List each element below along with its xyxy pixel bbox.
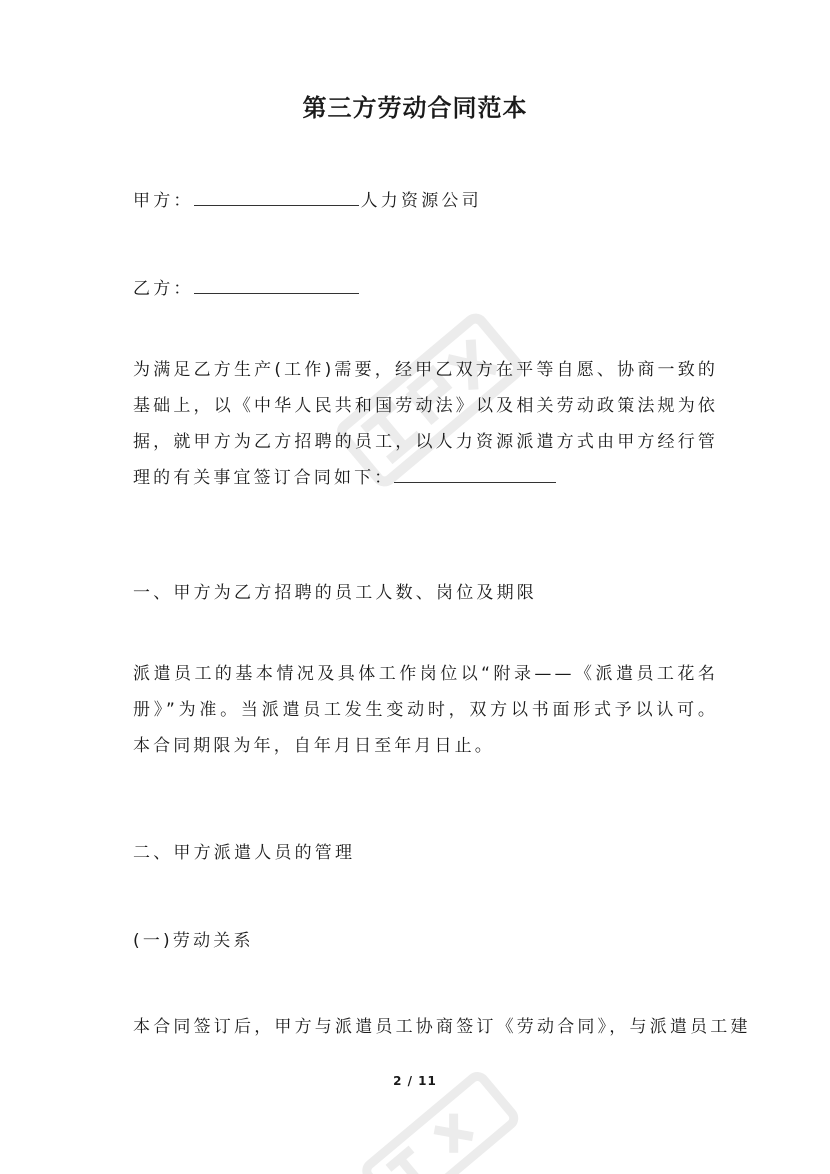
document-title: 第三方劳动合同范本 [302,94,528,122]
party-b-line [133,274,361,299]
subsection1-paragraph: 本合同签订后，甲方与派遣员工协商签订《劳动合同》，与派遣员工建 [133,1017,751,1037]
party-b-label: 乙方： [133,279,194,299]
party-a-blank [194,187,359,206]
subsection1-heading: (一)劳动关系 [133,931,254,951]
party-b-blank [194,275,359,294]
section2-heading: 二、甲方派遣人员的管理 [133,843,356,863]
party-a-line [133,186,482,211]
intro-blank [394,464,556,483]
intro-paragraph [133,352,718,496]
intro-text: 为满足乙方生产(工作)需要，经甲乙双方在平等自愿、协商一致的基础上，以《中华人民共和国劳动法》以及相关劳动政策法规为依据，就甲方为乙方招聘的员工，以人力资源派遣方式由甲方经行管理的有关事宜签订合同如下： [133,360,718,488]
section1-heading: 一、甲方为乙方招聘的员工人数、岗位及期限 [133,583,537,603]
party-a-suffix: 人力资源公司 [360,191,482,211]
page-number: 2 / 11 [393,1074,437,1088]
party-a-label: 甲方： [133,191,194,211]
section1-paragraph: 派遣员工的基本情况及具体工作岗位以“附录——《派遣员工花名册》”为准。当派遣员工发生变动时，双方以书面形式予以认可。本合同期限为年，自年月日至年月日止。 [133,664,718,756]
